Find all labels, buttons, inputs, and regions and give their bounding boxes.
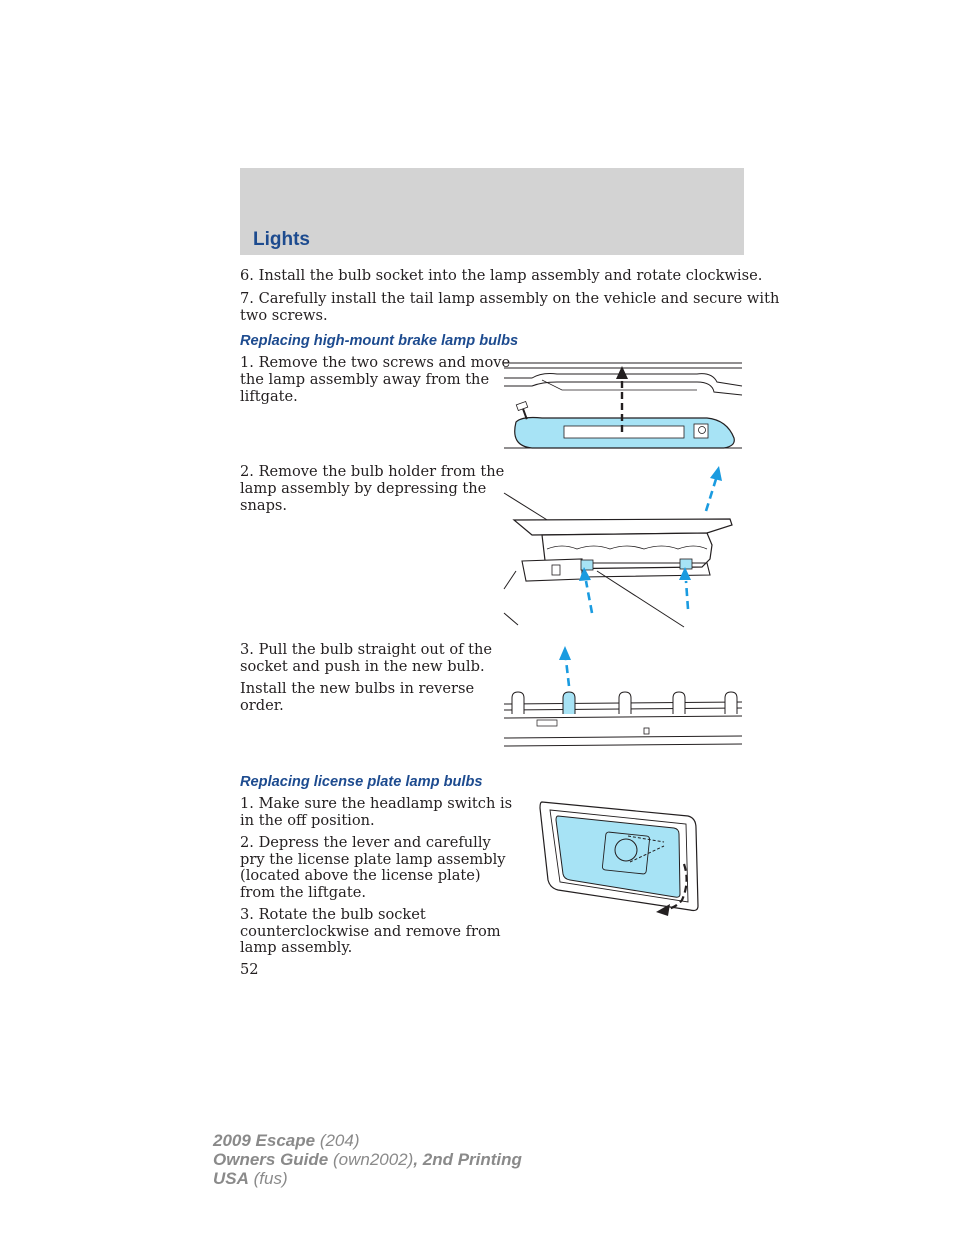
license-step-1-line1: 1. Make sure the headlamp switch is xyxy=(240,795,513,812)
bulb-holder-illustration xyxy=(502,463,744,631)
step-7-text-line1: 7. Carefully install the tail lamp assembly on the vehicle and secure with xyxy=(240,290,780,307)
footer-model-code: (204) xyxy=(315,1131,360,1150)
footer-market-code: (fus) xyxy=(248,1169,288,1188)
brake-step-3-note-line2: order. xyxy=(240,697,284,714)
brake-lamp-removal-illustration xyxy=(502,360,744,452)
license-step-2-line4: from the liftgate. xyxy=(240,884,366,901)
page-number: 52 xyxy=(240,961,259,978)
footer-market: USA xyxy=(213,1169,249,1188)
footer-guide: Owners Guide xyxy=(213,1150,329,1169)
brake-step-2-line2: lamp assembly by depressing the xyxy=(240,480,487,497)
step-7-text-line2: two screws. xyxy=(240,307,328,324)
footer-printing: , 2nd Printing xyxy=(413,1150,522,1169)
license-step-2-line3: (located above the license plate) xyxy=(240,867,481,884)
license-step-3-line2: counterclockwise and remove from xyxy=(240,923,501,940)
document-footer xyxy=(213,1131,522,1188)
brake-step-1-line3: liftgate. xyxy=(240,388,298,405)
step-6-text: 6. Install the bulb socket into the lamp assembly and rotate clockwise. xyxy=(240,267,763,284)
bulb-replacement-illustration xyxy=(502,642,744,757)
brake-step-1-line1: 1. Remove the two screws and move xyxy=(240,354,511,371)
license-lamp-heading: Replacing license plate lamp bulbs xyxy=(240,774,483,790)
brake-step-2-line1: 2. Remove the bulb holder from the xyxy=(240,463,505,480)
license-step-1-line2: in the off position. xyxy=(240,812,375,829)
license-step-3-line3: lamp assembly. xyxy=(240,939,353,956)
license-step-3-line1: 3. Rotate the bulb socket xyxy=(240,906,426,923)
brake-lamp-heading: Replacing high-mount brake lamp bulbs xyxy=(240,333,519,349)
section-title: Lights xyxy=(253,229,310,250)
footer-line-3 xyxy=(213,1169,522,1188)
license-step-2-line2: pry the license plate lamp assembly xyxy=(240,851,506,868)
brake-step-3-line2: socket and push in the new bulb. xyxy=(240,658,485,675)
brake-step-3-line1: 3. Pull the bulb straight out of the xyxy=(240,641,493,658)
license-plate-lamp-illustration xyxy=(536,798,706,916)
footer-line-1 xyxy=(213,1131,522,1150)
brake-step-2-line3: snaps. xyxy=(240,497,288,514)
brake-step-3-note-line1: Install the new bulbs in reverse xyxy=(240,680,475,697)
footer-model: 2009 Escape xyxy=(213,1131,316,1150)
license-step-2-line1: 2. Depress the lever and carefully xyxy=(240,834,491,851)
footer-line-2 xyxy=(213,1150,522,1169)
section-header-band xyxy=(240,168,744,255)
brake-step-1-line2: the lamp assembly away from the xyxy=(240,371,490,388)
footer-guide-code: (own2002) xyxy=(328,1150,414,1169)
